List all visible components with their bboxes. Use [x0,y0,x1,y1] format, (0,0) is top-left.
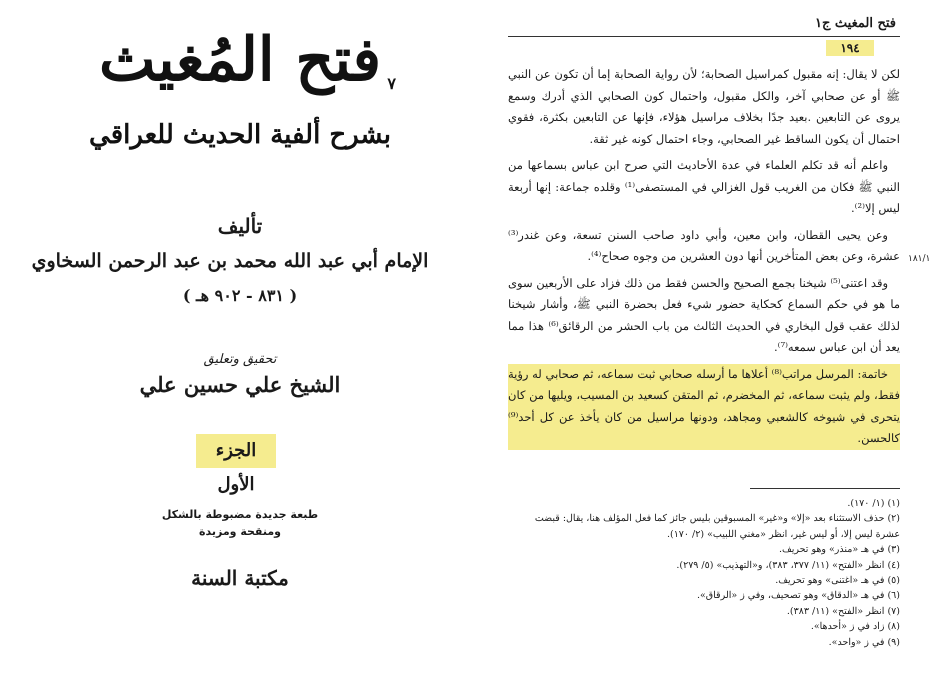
book-title [40,18,440,102]
author-name: الإمام أبي عبد الله محمد بن عبد الرحمن السخاوي [31,250,429,272]
paragraph: وقد اعتنى⁽⁵⁾ شيخنا بجمع الصحيح والحسن فقط من ذلك فزاد على الأربعين سوى ما هو في حكم السماع كحكاية حضور شيء فعل بحضرة النبي ﷺ، وأشار شيخنا لذلك عقب قول البخاري في الحديث الثالث من باب الحشر من الرقائق⁽⁶⁾ هذا مما يعد أن ابن عباس سمعه⁽⁷⁾. [508,275,900,354]
author-label: تأليف [217,214,263,238]
footnote: (٧) انظر «الفتح» (١١/ ٣٨٣). [786,605,900,617]
footnote: (٢) حذف الاستثناء بعد «إلا» و«غير» المسبوقين بليس جائز كما فعل المؤلف هنا، يقال: قبضت عشرة ليس إلا، أو ليس غير، انظر «مغني اللبيب» (٢/ ١٧٠). [534,513,900,540]
highlighted-paragraph: خاتمة: المرسل مراتب⁽⁸⁾ أعلاها ما أرسله صحابي ثبت سماعه، ثم صحابي له رؤية فقط، ولم يثبت سماعه، ثم المخضرم، ثم المتقن كسعيد بن المسيب، ويليها من كان يتحرى في شيوخه كالشعبي ومجاهد، ودونها مراسيل من كان يأخذ عن كل أحد⁽⁹⁾ كالحسن. [508,364,900,450]
page-number: ١٩٤ [826,40,874,56]
paragraph: وعن يحيى القطان، وابن معين، وأبي داود صاحب السنن تسعة، وعن غندر⁽³⁾ عشرة، وعن بعض المتأخرين أنها دون العشرين من وجوه صحاح⁽⁴⁾. [508,227,900,263]
footnotes [508,496,900,650]
footnote: (٥) في هـ «اغتنى» وهو تحريف. [775,575,900,587]
footnote: (١) (١/ ١٧٠). [847,498,900,509]
running-head: فتح المغيث ج١ [814,16,896,31]
footnote: (٦) في هـ «الدقاق» وهو تصحيف، وفي ز «الرقاق». [696,590,900,602]
text-page [470,0,935,679]
editor-label: تحقيق وتعليق [203,352,277,367]
paragraph: واعلم أنه قد تكلم العلماء في عدة الأحاديث التي صرح ابن عباس بسماعها من النبي ﷺ فكان من الغريب قول الغزالي في المستصفى⁽¹⁾ وقلده جماعة: إنها أربعة ليس إلا⁽²⁾. [508,158,900,215]
body-text [508,64,900,455]
publisher-name: مكتبة السنة [191,566,289,590]
footnote: (٣) في هـ «منذر» وهو تحريف. [778,544,900,556]
editor-name: الشيخ علي حسين علي [139,372,341,397]
paragraph: لكن لا يقال: إنه مقبول كمراسيل الصحابة؛ لأن رواية الصحابة إما أن تكون عن النبي ﷺ أو عن صحابي آخر، والكل مقبول، واحتمال كون الصحابي الذي أدرك وسمع يروى عن التابعين .بعيد جدًا بخلاف مراسيل هؤلاء، فإنها عن التابعين بكثرة، فقوي احتمال أن يكون الساقط غير الصحابي، وجاء احتمال كونه غير ثقة. [508,67,900,146]
title-mark: ٧ [387,74,396,93]
edition-line-1: طبعة جديدة مضبوطة بالشكل [161,508,319,521]
margin-reference: ١٨١/١ [908,254,931,264]
footnote-rule [750,488,900,489]
header-rule [508,36,900,37]
volume-label: الجزء الأول [196,434,276,468]
book-title-text: فتح المُغيث [98,25,381,95]
footnote: (٨) زاد في ز «أحدها». [810,621,900,633]
edition-line-2: ومنقحة ومزيدة [199,525,281,538]
edition-note [120,506,360,540]
book-subtitle: بشرح ألفية الحديث للعراقي [89,120,391,150]
footnote: (٤) انظر «الفتح» (١١/ ٣٧٧، ٣٨٣)، و«التهذيب» (٥/ ٢٧٩). [676,559,900,571]
author-dates: ( ٨٣١ - ٩٠٢ هـ ) [182,286,298,305]
footnote: (٩) في ز «واحد». [828,636,900,648]
